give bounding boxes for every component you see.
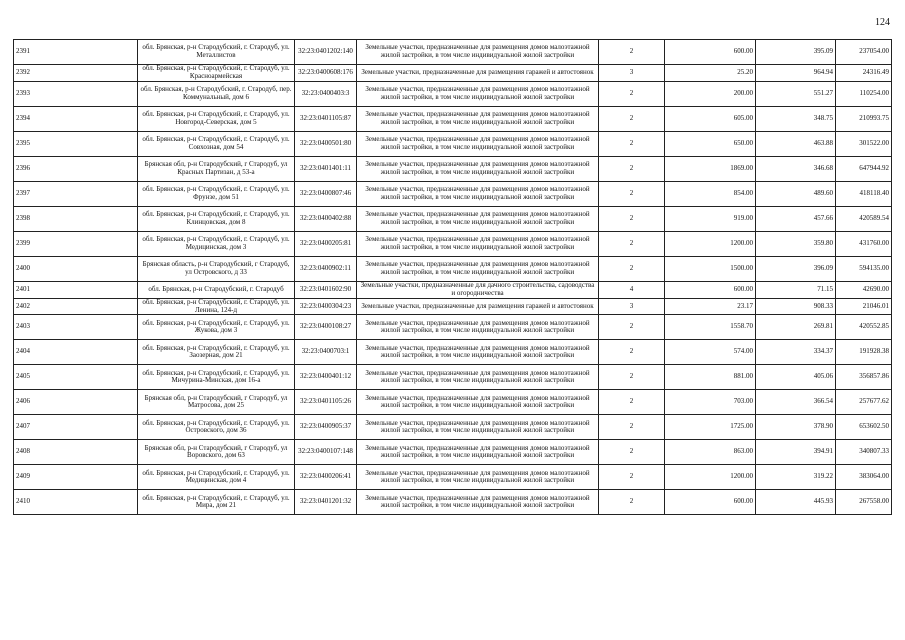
cadastral-number-cell: 32:23:0400905:37 <box>295 415 357 440</box>
table-row <box>14 340 892 365</box>
table-row <box>14 390 892 415</box>
area-cell: 1200.00 <box>665 231 756 256</box>
address-cell: обл. Брянская, р-н Стародубский, г. Стародуб, ул. Фрунзе, дом 51 <box>138 181 295 206</box>
table-row <box>14 65 892 82</box>
land-use-cell: Земельные участки, предназначенные для размещения домов малоэтажной жилой застройки, в том числе индивидуальной жилой застройки <box>357 81 599 106</box>
cadastral-value-cell: 21046.01 <box>836 298 892 315</box>
row-number: 2391 <box>14 40 138 65</box>
land-use-cell: Земельные участки, предназначенные для размещения домов малоэтажной жилой застройки, в том числе индивидуальной жилой застройки <box>357 231 599 256</box>
table-row <box>14 490 892 515</box>
specific-value-cell: 908.33 <box>756 298 836 315</box>
land-use-cell: Земельные участки, предназначенные для размещения домов малоэтажной жилой застройки, в том числе индивидуальной жилой застройки <box>357 256 599 281</box>
cadastral-number-cell: 32:23:0401201:32 <box>295 490 357 515</box>
use-group-cell: 2 <box>599 256 665 281</box>
address-cell: обл. Брянская, р-н Стародубский, г. Стародуб, ул. Клинцовская, дом 8 <box>138 206 295 231</box>
use-group-cell: 2 <box>599 465 665 490</box>
cadastral-number-cell: 32:23:0401202:140 <box>295 40 357 65</box>
land-use-cell: Земельные участки, предназначенные для размещения домов малоэтажной жилой застройки, в том числе индивидуальной жилой застройки <box>357 106 599 131</box>
cadastral-value-cell: 42690.00 <box>836 281 892 298</box>
area-cell: 600.00 <box>665 490 756 515</box>
specific-value-cell: 395.09 <box>756 40 836 65</box>
area-cell: 863.00 <box>665 440 756 465</box>
cadastral-value-cell: 594135.00 <box>836 256 892 281</box>
use-group-cell: 2 <box>599 181 665 206</box>
row-number: 2394 <box>14 106 138 131</box>
cadastral-value-cell: 110254.00 <box>836 81 892 106</box>
use-group-cell: 2 <box>599 365 665 390</box>
cadastral-number-cell: 32:23:0400608:176 <box>295 65 357 82</box>
land-use-cell: Земельные участки, предназначенные для размещения домов малоэтажной жилой застройки, в том числе индивидуальной жилой застройки <box>357 440 599 465</box>
use-group-cell: 2 <box>599 231 665 256</box>
address-cell: обл. Брянская, р-н Стародубский, г. Стародуб, ул. Мичурина-Минская, дом 16-а <box>138 365 295 390</box>
land-use-cell: Земельные участки, предназначенные для размещения домов малоэтажной жилой застройки, в том числе индивидуальной жилой застройки <box>357 156 599 181</box>
row-number: 2409 <box>14 465 138 490</box>
area-cell: 1500.00 <box>665 256 756 281</box>
cadastral-number-cell: 32:23:0400205:81 <box>295 231 357 256</box>
row-number: 2400 <box>14 256 138 281</box>
cadastral-number-cell: 32:23:0400403:3 <box>295 81 357 106</box>
cadastral-value-cell: 356857.86 <box>836 365 892 390</box>
table-row <box>14 465 892 490</box>
address-cell: обл. Брянская, р-н Стародубский, г. Стародуб, ул. Ленина, 124-д <box>138 298 295 315</box>
area-cell: 605.00 <box>665 106 756 131</box>
use-group-cell: 3 <box>599 298 665 315</box>
cadastral-number-cell: 32:23:0400501:80 <box>295 131 357 156</box>
address-cell: Брянская обл, р-н Стародубский, г Стародуб, ул Матросова, дом 25 <box>138 390 295 415</box>
use-group-cell: 2 <box>599 390 665 415</box>
table-row <box>14 181 892 206</box>
cadastral-number-cell: 32:23:0400108:27 <box>295 315 357 340</box>
table-body <box>14 40 892 515</box>
use-group-cell: 2 <box>599 315 665 340</box>
land-use-cell: Земельные участки, предназначенные для размещения домов малоэтажной жилой застройки, в том числе индивидуальной жилой застройки <box>357 415 599 440</box>
row-number: 2399 <box>14 231 138 256</box>
area-cell: 854.00 <box>665 181 756 206</box>
use-group-cell: 2 <box>599 440 665 465</box>
cadastral-number-cell: 32:23:0401401:11 <box>295 156 357 181</box>
row-number: 2407 <box>14 415 138 440</box>
cadastral-number-cell: 32:23:0400206:41 <box>295 465 357 490</box>
cadastral-value-cell: 191928.38 <box>836 340 892 365</box>
use-group-cell: 2 <box>599 106 665 131</box>
address-cell: обл. Брянская, р-н Стародубский, г. Стародуб, ул. Жукова, дом 3 <box>138 315 295 340</box>
use-group-cell: 2 <box>599 490 665 515</box>
use-group-cell: 2 <box>599 340 665 365</box>
table-row <box>14 131 892 156</box>
row-number: 2392 <box>14 65 138 82</box>
specific-value-cell: 71.15 <box>756 281 836 298</box>
area-cell: 25.20 <box>665 65 756 82</box>
address-cell: обл. Брянская, р-н Стародубский, г. Стародуб, ул. Красноармейская <box>138 65 295 82</box>
cadastral-value-cell: 647944.92 <box>836 156 892 181</box>
row-number: 2403 <box>14 315 138 340</box>
specific-value-cell: 378.90 <box>756 415 836 440</box>
area-cell: 600.00 <box>665 40 756 65</box>
specific-value-cell: 346.68 <box>756 156 836 181</box>
specific-value-cell: 551.27 <box>756 81 836 106</box>
page-number: 124 <box>875 17 890 28</box>
use-group-cell: 2 <box>599 415 665 440</box>
cadastral-number-cell: 32:23:0400304:23 <box>295 298 357 315</box>
address-cell: Брянская область, р-н Стародубский, г Стародуб, ул Островского, д 33 <box>138 256 295 281</box>
cadastral-number-cell: 32:23:0400902:11 <box>295 256 357 281</box>
address-cell: Брянская обл, р-н Стародубский, г Стародуб, ул Воровского, дом 63 <box>138 440 295 465</box>
land-use-cell: Земельные участки, предназначенные для размещения гаражей и автостоянок <box>357 65 599 82</box>
table-row <box>14 156 892 181</box>
specific-value-cell: 394.91 <box>756 440 836 465</box>
specific-value-cell: 463.88 <box>756 131 836 156</box>
use-group-cell: 2 <box>599 81 665 106</box>
specific-value-cell: 319.22 <box>756 465 836 490</box>
land-use-cell: Земельные участки, предназначенные для размещения домов малоэтажной жилой застройки, в том числе индивидуальной жилой застройки <box>357 131 599 156</box>
cadastral-value-cell: 420589.54 <box>836 206 892 231</box>
address-cell: обл. Брянская, р-н Стародубский, г. Стародуб, пер. Коммунальный, дом 6 <box>138 81 295 106</box>
area-cell: 1869.00 <box>665 156 756 181</box>
land-use-cell: Земельные участки, предназначенные для размещения домов малоэтажной жилой застройки, в том числе индивидуальной жилой застройки <box>357 465 599 490</box>
cadastral-number-cell: 32:23:0401105:26 <box>295 390 357 415</box>
area-cell: 1725.00 <box>665 415 756 440</box>
specific-value-cell: 489.60 <box>756 181 836 206</box>
address-cell: обл. Брянская, р-н Стародубский, г. Стародуб, ул. Медицинская, дом 4 <box>138 465 295 490</box>
land-use-cell: Земельные участки, предназначенные для дачного строительства, садоводства и огородничества <box>357 281 599 298</box>
land-use-cell: Земельные участки, предназначенные для размещения домов малоэтажной жилой застройки, в том числе индивидуальной жилой застройки <box>357 490 599 515</box>
address-cell: обл. Брянская, р-н Стародубский, г. Стародуб, ул. Мира, дом 21 <box>138 490 295 515</box>
specific-value-cell: 359.80 <box>756 231 836 256</box>
use-group-cell: 2 <box>599 131 665 156</box>
cadastral-number-cell: 32:23:0401602:90 <box>295 281 357 298</box>
use-group-cell: 3 <box>599 65 665 82</box>
address-cell: обл. Брянская, р-н Стародубский, г. Стародуб, ул. Заозерная, дом 21 <box>138 340 295 365</box>
address-cell: обл. Брянская, р-н Стародубский, г. Стародуб, ул. Медицинская, дом 3 <box>138 231 295 256</box>
cadastral-value-cell: 340807.33 <box>836 440 892 465</box>
specific-value-cell: 964.94 <box>756 65 836 82</box>
row-number: 2393 <box>14 81 138 106</box>
cadastral-value-cell: 237054.00 <box>836 40 892 65</box>
table-row <box>14 40 892 65</box>
specific-value-cell: 396.09 <box>756 256 836 281</box>
row-number: 2396 <box>14 156 138 181</box>
table-row <box>14 315 892 340</box>
cadastral-value-cell: 210993.75 <box>836 106 892 131</box>
row-number: 2401 <box>14 281 138 298</box>
use-group-cell: 4 <box>599 281 665 298</box>
cadastral-value-cell: 24316.49 <box>836 65 892 82</box>
cadastral-value-table <box>13 39 892 515</box>
row-number: 2404 <box>14 340 138 365</box>
area-cell: 1558.70 <box>665 315 756 340</box>
cadastral-value-cell: 418118.40 <box>836 181 892 206</box>
area-cell: 23.17 <box>665 298 756 315</box>
specific-value-cell: 269.81 <box>756 315 836 340</box>
specific-value-cell: 405.06 <box>756 365 836 390</box>
table-row <box>14 440 892 465</box>
area-cell: 574.00 <box>665 340 756 365</box>
use-group-cell: 2 <box>599 156 665 181</box>
row-number: 2406 <box>14 390 138 415</box>
cadastral-value-cell: 301522.00 <box>836 131 892 156</box>
cadastral-number-cell: 32:23:0401105:87 <box>295 106 357 131</box>
address-cell: обл. Брянская, р-н Стародубский, г. Стародуб, ул. Совхозная, дом 54 <box>138 131 295 156</box>
cadastral-value-cell: 257677.62 <box>836 390 892 415</box>
land-use-cell: Земельные участки, предназначенные для размещения домов малоэтажной жилой застройки, в том числе индивидуальной жилой застройки <box>357 340 599 365</box>
cadastral-number-cell: 32:23:0400401:12 <box>295 365 357 390</box>
area-cell: 600.00 <box>665 281 756 298</box>
table-row <box>14 415 892 440</box>
address-cell: Брянская обл, р-н Стародубский, г Стародуб, ул Красных Партизан, д 53-а <box>138 156 295 181</box>
table-row <box>14 281 892 298</box>
table-row <box>14 256 892 281</box>
row-number: 2405 <box>14 365 138 390</box>
use-group-cell: 2 <box>599 206 665 231</box>
row-number: 2402 <box>14 298 138 315</box>
specific-value-cell: 366.54 <box>756 390 836 415</box>
row-number: 2398 <box>14 206 138 231</box>
land-use-cell: Земельные участки, предназначенные для размещения домов малоэтажной жилой застройки, в том числе индивидуальной жилой застройки <box>357 181 599 206</box>
area-cell: 1200.00 <box>665 465 756 490</box>
address-cell: обл. Брянская, р-н Стародубский, г. Стародуб, ул. Островского, дом 36 <box>138 415 295 440</box>
cadastral-value-cell: 383064.00 <box>836 465 892 490</box>
row-number: 2410 <box>14 490 138 515</box>
row-number: 2397 <box>14 181 138 206</box>
specific-value-cell: 348.75 <box>756 106 836 131</box>
use-group-cell: 2 <box>599 40 665 65</box>
specific-value-cell: 334.37 <box>756 340 836 365</box>
cadastral-value-cell: 431760.00 <box>836 231 892 256</box>
table-row <box>14 106 892 131</box>
address-cell: обл. Брянская, р-н Стародубский, г. Стародуб, ул. Металлистов <box>138 40 295 65</box>
table-row <box>14 298 892 315</box>
table-row <box>14 231 892 256</box>
area-cell: 881.00 <box>665 365 756 390</box>
land-use-cell: Земельные участки, предназначенные для размещения домов малоэтажной жилой застройки, в том числе индивидуальной жилой застройки <box>357 315 599 340</box>
row-number: 2395 <box>14 131 138 156</box>
row-number: 2408 <box>14 440 138 465</box>
area-cell: 919.00 <box>665 206 756 231</box>
cadastral-number-cell: 32:23:0400402:88 <box>295 206 357 231</box>
cadastral-value-cell: 653602.50 <box>836 415 892 440</box>
land-use-cell: Земельные участки, предназначенные для размещения домов малоэтажной жилой застройки, в том числе индивидуальной жилой застройки <box>357 40 599 65</box>
land-use-cell: Земельные участки, предназначенные для размещения гаражей и автостоянок <box>357 298 599 315</box>
table-row <box>14 365 892 390</box>
address-cell: обл. Брянская, р-н Стародубский, г. Стародуб, ул. Новгород-Северская, дом 5 <box>138 106 295 131</box>
cadastral-number-cell: 32:23:0400807:46 <box>295 181 357 206</box>
cadastral-number-cell: 32:23:0400703:1 <box>295 340 357 365</box>
table-row <box>14 206 892 231</box>
area-cell: 200.00 <box>665 81 756 106</box>
land-use-cell: Земельные участки, предназначенные для размещения домов малоэтажной жилой застройки, в том числе индивидуальной жилой застройки <box>357 365 599 390</box>
address-cell: обл. Брянская, р-н Стародубский, г. Стародуб <box>138 281 295 298</box>
land-use-cell: Земельные участки, предназначенные для размещения домов малоэтажной жилой застройки, в том числе индивидуальной жилой застройки <box>357 390 599 415</box>
cadastral-value-cell: 267558.00 <box>836 490 892 515</box>
table-row <box>14 81 892 106</box>
cadastral-number-cell: 32:23:0400107:148 <box>295 440 357 465</box>
specific-value-cell: 445.93 <box>756 490 836 515</box>
land-use-cell: Земельные участки, предназначенные для размещения домов малоэтажной жилой застройки, в том числе индивидуальной жилой застройки <box>357 206 599 231</box>
area-cell: 703.00 <box>665 390 756 415</box>
cadastral-value-cell: 420552.85 <box>836 315 892 340</box>
specific-value-cell: 457.66 <box>756 206 836 231</box>
area-cell: 650.00 <box>665 131 756 156</box>
